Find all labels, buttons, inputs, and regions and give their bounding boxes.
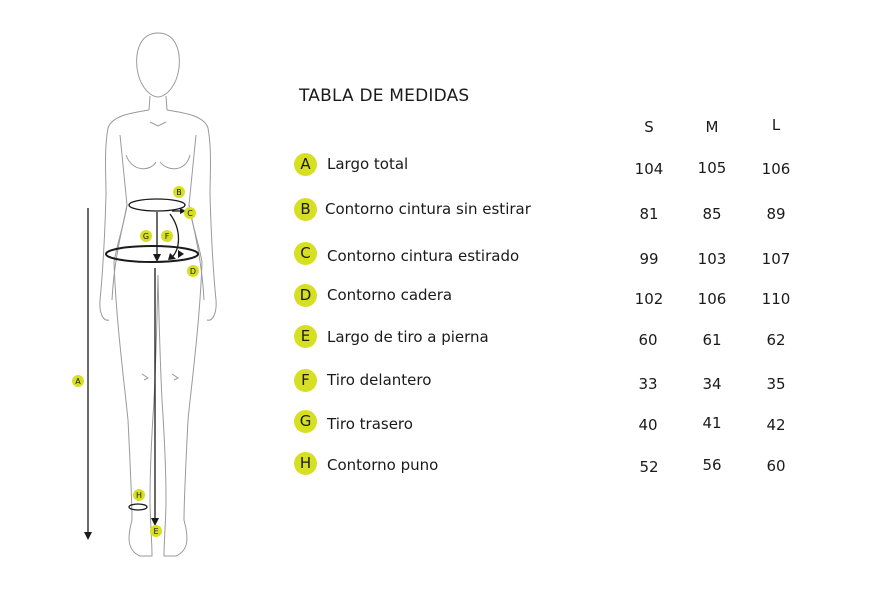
- value-s: 33: [638, 375, 658, 393]
- value-m: 103: [697, 250, 727, 268]
- value-m: 61: [702, 331, 722, 349]
- value-l: 110: [761, 290, 791, 308]
- size-header-m: M: [705, 118, 719, 136]
- value-m: 85: [702, 205, 722, 223]
- size-header-l: L: [771, 116, 781, 134]
- value-s: 60: [638, 331, 658, 349]
- value-l: 89: [766, 205, 786, 223]
- letter-badge: A: [294, 153, 317, 176]
- value-l: 60: [766, 457, 786, 475]
- letter-badge: E: [294, 325, 317, 348]
- row-label: Tiro delantero: [327, 371, 432, 389]
- marker-h: H: [135, 491, 143, 500]
- value-s: 99: [639, 250, 659, 268]
- marker-c: C: [187, 209, 193, 218]
- letter-badge: H: [294, 452, 317, 475]
- value-m: 41: [702, 414, 722, 432]
- marker-b: B: [176, 188, 182, 197]
- row-label: Largo total: [327, 155, 409, 173]
- marker-d: D: [189, 267, 197, 276]
- value-m: 34: [702, 375, 722, 393]
- value-l: 107: [761, 250, 791, 268]
- value-m: 56: [702, 456, 722, 474]
- letter-badge: D: [294, 284, 317, 307]
- row-label: Contorno cintura estirado: [327, 247, 520, 265]
- value-l: 62: [766, 331, 786, 349]
- marker-f: F: [164, 232, 170, 241]
- row-label: Tiro trasero: [327, 415, 413, 433]
- body-measurement-figure: [0, 0, 270, 595]
- row-label: Contorno cintura sin estirar: [325, 200, 531, 218]
- marker-a: A: [75, 377, 81, 386]
- row-label: Contorno cadera: [327, 286, 453, 304]
- letter-badge: G: [294, 410, 317, 433]
- letter-badge: C: [294, 242, 317, 265]
- letter-badge: F: [294, 369, 317, 392]
- letter-badge: B: [294, 198, 317, 221]
- marker-g: G: [142, 232, 150, 241]
- value-m: 105: [697, 159, 727, 177]
- value-s: 81: [639, 205, 659, 223]
- value-l: 42: [766, 416, 786, 434]
- size-header-s: S: [644, 118, 654, 136]
- marker-e: E: [153, 527, 159, 536]
- row-label: Contorno puno: [327, 456, 439, 474]
- value-l: 106: [761, 160, 791, 178]
- table-title: TABLA DE MEDIDAS: [299, 86, 470, 106]
- value-s: 102: [634, 290, 664, 308]
- value-s: 40: [638, 416, 658, 434]
- value-s: 104: [634, 160, 664, 178]
- row-label: Largo de tiro a pierna: [327, 328, 489, 346]
- value-m: 106: [697, 290, 727, 308]
- value-l: 35: [766, 375, 786, 393]
- value-s: 52: [639, 458, 659, 476]
